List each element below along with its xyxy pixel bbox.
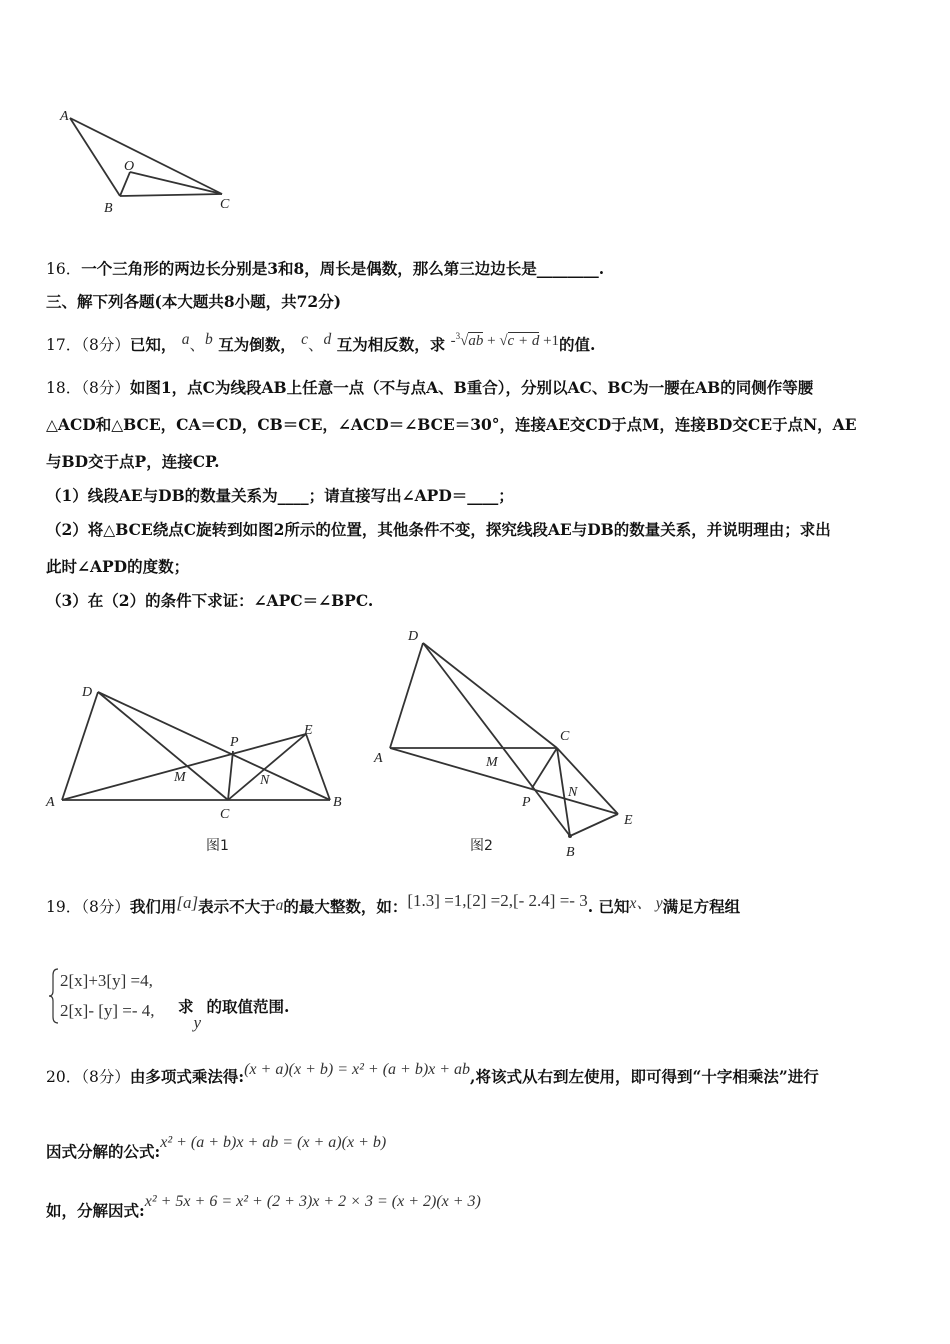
fig2-caption: 图2 bbox=[470, 838, 493, 854]
equation-system bbox=[48, 965, 180, 1027]
question-19-score: （8分） bbox=[81, 898, 130, 916]
equation-1: 2[x]+3[y] =4, bbox=[60, 971, 153, 990]
fig-top-label-C: C bbox=[220, 197, 230, 212]
figure-1 bbox=[40, 678, 350, 860]
question-17-expression bbox=[451, 333, 559, 349]
var-a-19: a bbox=[275, 897, 284, 914]
fig2-label-B: B bbox=[566, 845, 575, 860]
var-c: c bbox=[301, 331, 309, 348]
question-19-text-3: 的最大整数，如： bbox=[283, 897, 408, 916]
fig2-label-P: P bbox=[522, 795, 531, 810]
radical-icon: √ bbox=[460, 333, 469, 349]
figure-top-triangle bbox=[52, 104, 252, 216]
sep-2: 、 bbox=[308, 337, 324, 354]
floor-a: [a] bbox=[176, 893, 199, 912]
expr-example: x² + 5x + 6 = x² + (2 + 3)x + 2 × 3 = (x + 2)(x + 3) bbox=[144, 1193, 481, 1210]
question-18-text-1: 如图1，点C为线段AB上任意一点（不与点A、B重合），分别以AC、BC为一腰在AB的同侧作等腰 bbox=[129, 378, 814, 397]
question-16 bbox=[46, 258, 604, 280]
sep-1: 、 bbox=[189, 337, 206, 354]
question-20-score: （8分） bbox=[81, 1068, 130, 1086]
question-19-text-4: . 已知 bbox=[587, 897, 630, 916]
question-20-text-4: 如，分解因式: bbox=[46, 1201, 145, 1220]
fig1-label-N: N bbox=[260, 773, 270, 788]
question-18-score: （8分） bbox=[81, 379, 130, 397]
question-19-text-5: 满足方程组 bbox=[662, 897, 741, 916]
fig2-label-E: E bbox=[624, 813, 633, 828]
expr-product: (x + a)(x + b) = x² + (a + b)x + ab bbox=[244, 1061, 471, 1078]
fig-top-label-A: A bbox=[60, 109, 69, 124]
question-16-number: 16． bbox=[46, 260, 82, 278]
question-17-text-4: 的值. bbox=[559, 335, 596, 354]
fig1-label-D: D bbox=[82, 685, 93, 700]
fig-top-label-O: O bbox=[124, 159, 135, 174]
var-d: d bbox=[323, 331, 332, 348]
expr-factor-formula: x² + (a + b)x + ab = (x + a)(x + b) bbox=[160, 1134, 387, 1151]
expr-plus: + bbox=[487, 333, 496, 349]
question-18-number: 18． bbox=[46, 379, 82, 397]
floor-examples: [1.3] =1,[2] =2,[- 2.4] =- 3 bbox=[407, 891, 588, 910]
question-20-number: 20． bbox=[46, 1068, 82, 1086]
fig1-label-B: B bbox=[333, 795, 342, 810]
vars-xy: x、 y bbox=[629, 895, 663, 912]
figure-2 bbox=[370, 624, 650, 860]
equation-2: 2[x]- [y] =- 4, bbox=[60, 1001, 155, 1020]
question-16-text: 一个三角形的两边长分别是3和8，周长是偶数，那么第三边边长是________. bbox=[81, 259, 605, 278]
fig2-point-B bbox=[568, 834, 572, 838]
question-19 bbox=[46, 891, 741, 919]
question-17 bbox=[46, 330, 595, 357]
question-18-line-1 bbox=[46, 377, 813, 399]
question-18-line-3: 与BD交于点P，连接CP. bbox=[46, 452, 220, 471]
fig1-label-C: C bbox=[220, 807, 230, 822]
question-20-text-1: 由多项式乘法得: bbox=[129, 1067, 245, 1086]
section-3-heading: 三、解下列各题(本大题共8小题，共72分) bbox=[46, 292, 342, 311]
question-18-sub-1: （1）线段AE与DB的数量关系为____；请直接写出∠APD＝____； bbox=[46, 486, 514, 505]
fig2-label-C: C bbox=[560, 729, 570, 744]
question-20-line-1 bbox=[46, 1061, 819, 1089]
fig2-label-D: D bbox=[408, 629, 419, 644]
expr-radicand-1: ab bbox=[468, 333, 484, 349]
question-20-line-2 bbox=[46, 1134, 387, 1164]
fig1-label-P: P bbox=[230, 735, 239, 750]
fig1-caption: 图1 bbox=[206, 838, 229, 854]
question-17-text-1: 已知， bbox=[129, 335, 177, 354]
question-20-text-2: ,将该式从右到左使用，即可得到“十字相乘法”进行 bbox=[470, 1067, 819, 1086]
question-19-text-2: 表示不大于 bbox=[198, 897, 276, 916]
question-17-text-2: 互为倒数， bbox=[218, 335, 296, 354]
question-17-text-3: 互为相反数，求 bbox=[336, 335, 446, 354]
fig1-label-A: A bbox=[46, 795, 55, 810]
fig1-label-M: M bbox=[174, 770, 186, 785]
expr-radicand-2: c + d bbox=[507, 333, 540, 349]
question-18-sub-2b: 此时∠APD的度数； bbox=[46, 557, 190, 576]
fig2-label-A: A bbox=[374, 751, 383, 766]
radical-icon-2: √ bbox=[499, 333, 508, 349]
question-19-text-7: 的取值范围. bbox=[206, 997, 290, 1016]
fig1-label-E: E bbox=[304, 723, 313, 738]
question-19-number: 19． bbox=[46, 898, 82, 916]
question-19-text-6: 求 bbox=[178, 997, 194, 1016]
question-20-line-3 bbox=[46, 1193, 481, 1223]
var-y: y bbox=[193, 1013, 202, 1032]
fig-top-label-B: B bbox=[104, 201, 113, 216]
question-20-text-3: 因式分解的公式: bbox=[46, 1142, 161, 1161]
expr-neg: - bbox=[450, 333, 456, 349]
expr-end: +1 bbox=[543, 333, 560, 349]
question-18-sub-3: （3）在（2）的条件下求证：∠APC＝∠BPC. bbox=[46, 591, 374, 610]
question-18-line-2: △ACD和△BCE，CA＝CD，CB＝CE，∠ACD＝∠BCE＝30°，连接AE交CD于点M，连接BD交CE于点N，AE bbox=[46, 415, 857, 434]
fig2-label-M: M bbox=[486, 755, 498, 770]
question-18-sub-2a: （2）将△BCE绕点C旋转到如图2所示的位置，其他条件不变，探究线段AE与DB的数量关系，并说明理由；求出 bbox=[46, 520, 831, 539]
expr-root-index: 3 bbox=[455, 331, 461, 341]
left-brace-icon bbox=[48, 967, 60, 1025]
question-19-tail bbox=[178, 996, 290, 1032]
var-b: b bbox=[205, 331, 213, 348]
question-17-score: （8分） bbox=[81, 336, 130, 354]
question-19-text-1: 我们用 bbox=[129, 897, 177, 916]
question-17-number: 17． bbox=[46, 336, 82, 354]
var-a: a bbox=[181, 331, 190, 348]
fig2-label-N: N bbox=[568, 785, 578, 800]
